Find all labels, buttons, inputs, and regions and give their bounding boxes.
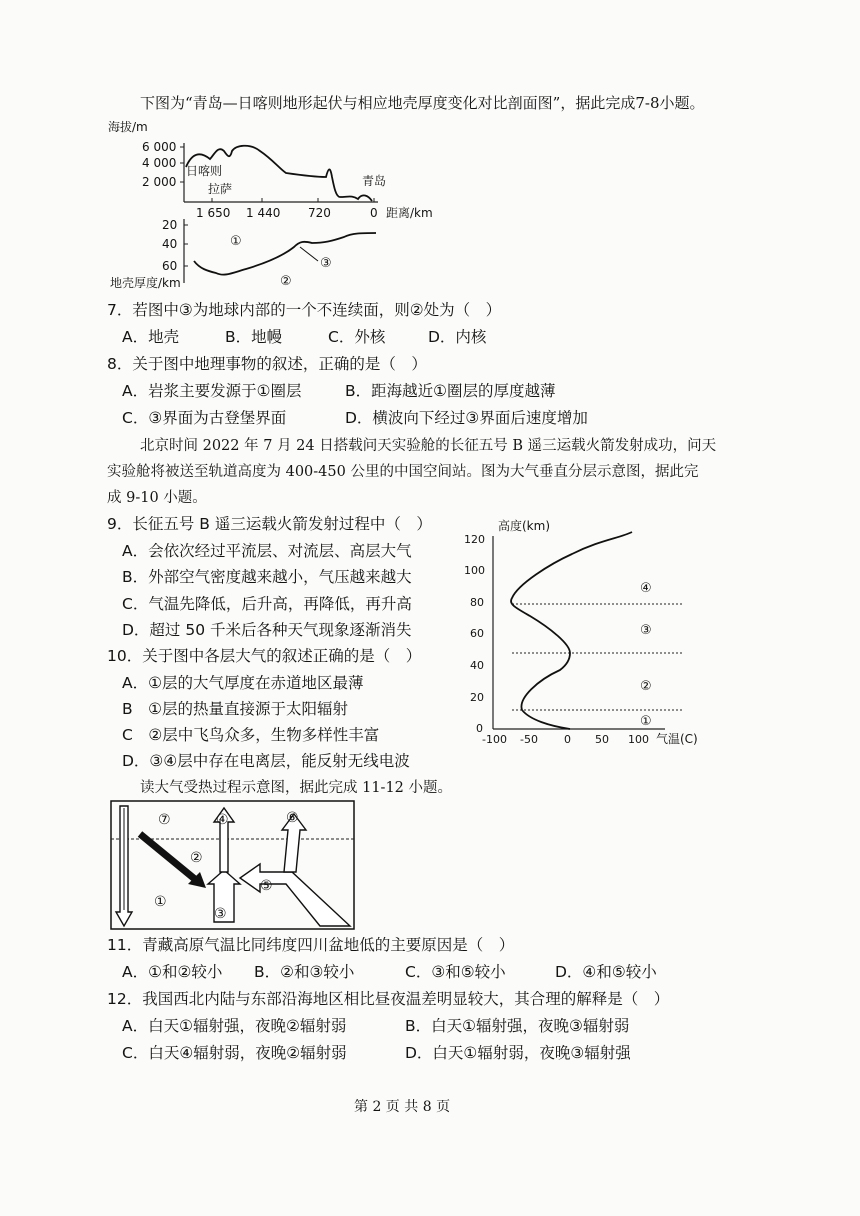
place-rikaze: 日喀则 xyxy=(186,164,223,178)
atmospheric-counter-radiation-arrow xyxy=(240,864,350,926)
q9-option-d[interactable]: D．超过 50 千米后各种天气现象逐渐消失 xyxy=(122,621,412,639)
distance-axis-title: 距离/km xyxy=(386,206,433,220)
heat-label-7: ⑦ xyxy=(158,812,171,828)
alt-tick-80: 80 xyxy=(470,596,484,609)
q9-option-a[interactable]: A．会依次经过平流层、对流层、高层大气 xyxy=(122,542,412,560)
heat-label-3: ③ xyxy=(214,906,227,922)
q12-option-d[interactable]: D．白天①辐射弱，夜晚③辐射强 xyxy=(405,1044,631,1062)
elev-tick-4000: 4 000 xyxy=(142,156,177,170)
q11-option-a[interactable]: A．①和②较小 xyxy=(122,963,223,981)
temperature-curve xyxy=(511,532,632,729)
layer-label-4: ④ xyxy=(640,581,652,596)
q12-option-b[interactable]: B．白天①辐射强，夜晚③辐射弱 xyxy=(405,1017,630,1035)
q11-option-b[interactable]: B．②和③较小 xyxy=(254,963,355,981)
q12-option-a[interactable]: A．白天①辐射强，夜晚②辐射弱 xyxy=(122,1017,347,1035)
q12-option-c[interactable]: C．白天④辐射弱，夜晚②辐射弱 xyxy=(122,1044,347,1062)
crust-thickness-line xyxy=(194,233,376,275)
q9-option-b[interactable]: B．外部空气密度越来越小，气压越来越大 xyxy=(122,568,412,586)
place-qingdao: 青岛 xyxy=(362,174,387,188)
intro-9-10-line-2: 实验舱将被送至轨道高度为 400-450 公里的中国空间站。图为大气垂直分层示意图，据此完 xyxy=(107,464,699,480)
q8-option-d[interactable]: D．横波向下经过③界面后速度增加 xyxy=(345,409,588,427)
crust-tick-40: 40 xyxy=(162,237,178,251)
altitude-axis-title: 高度(km) xyxy=(498,519,551,533)
heat-label-4: ④ xyxy=(216,812,229,828)
crust-tick-20: 20 xyxy=(162,218,178,232)
q9-option-c[interactable]: C．气温先降低，后升高，再降低，再升高 xyxy=(122,595,412,613)
question-10-stem: 10．关于图中各层大气的叙述正确的是（ ） xyxy=(107,647,422,665)
distance-tick-0: 0 xyxy=(370,206,378,220)
alt-tick-120: 120 xyxy=(464,533,485,546)
layer-label-3: ③ xyxy=(640,623,652,638)
distance-tick-720: 720 xyxy=(308,206,331,220)
q10-option-d[interactable]: D．③④层中存在电离层，能反射无线电波 xyxy=(122,752,410,770)
elev-tick-6000: 6 000 xyxy=(142,140,177,154)
question-11-stem: 11．青藏高原气温比同纬度四川盆地低的主要原因是（ ） xyxy=(107,936,515,954)
temp-tick-neg50: -50 xyxy=(520,733,538,746)
distance-tick-1440: 1 440 xyxy=(246,206,281,220)
alt-tick-100: 100 xyxy=(464,564,485,577)
heat-label-1: ① xyxy=(154,894,167,910)
crust-label-3: ③ xyxy=(320,256,332,271)
heat-label-2: ② xyxy=(190,850,203,866)
q10-option-c[interactable]: C ②层中飞鸟众多，生物多样性丰富 xyxy=(122,726,380,744)
alt-tick-0: 0 xyxy=(476,722,483,735)
crust-label-2: ② xyxy=(280,274,292,289)
q8-option-a[interactable]: A．岩浆主要发源于①圈层 xyxy=(122,382,302,400)
question-7-stem: 7．若图中③为地球内部的一个不连续面，则②处为（ ） xyxy=(107,301,502,319)
q7-option-a[interactable]: A．地壳 xyxy=(122,328,180,346)
temp-tick-100: 100 xyxy=(628,733,649,746)
heat-label-6: ⑥ xyxy=(286,810,299,826)
q11-option-c[interactable]: C．③和⑤较小 xyxy=(405,963,506,981)
q7-option-d[interactable]: D．内核 xyxy=(428,328,487,346)
q11-option-d[interactable]: D．④和⑤较小 xyxy=(555,963,657,981)
atmosphere-layers-figure xyxy=(460,512,720,752)
crust-axis-title: 地壳厚度/km xyxy=(110,276,181,290)
heat-label-5: ⑤ xyxy=(260,878,273,894)
temp-tick-0: 0 xyxy=(564,733,571,746)
elev-tick-2000: 2 000 xyxy=(142,175,177,189)
intro-questions-11-12: 读大气受热过程示意图，据此完成 11-12 小题。 xyxy=(140,780,453,796)
temp-tick-neg100: -100 xyxy=(482,733,507,746)
distance-tick-1650: 1 650 xyxy=(196,206,231,220)
elevation-axis-title: 海拔/m xyxy=(108,120,148,134)
intro-9-10-line-3: 成 9-10 小题。 xyxy=(107,490,207,506)
page-number-footer: 第 2 页 共 8 页 xyxy=(354,1099,451,1115)
layer-label-1: ① xyxy=(640,714,652,729)
intro-9-10-line-1: 北京时间 2022 年 7 月 24 日搭载问天实验舱的长征五号 B 遥三运载火箭发射成功，问天 xyxy=(140,438,717,454)
question-12-stem: 12．我国西北内陆与东部沿海地区相比昼夜温差明显较大，其合理的解释是（ ） xyxy=(107,990,670,1008)
temp-tick-50: 50 xyxy=(595,733,609,746)
q10-option-a[interactable]: A．①层的大气厚度在赤道地区最薄 xyxy=(122,674,364,692)
place-lasa: 拉萨 xyxy=(208,182,233,196)
temperature-axis-title: 气温(C) xyxy=(656,732,698,746)
q10-option-b[interactable]: B ①层的热量直接源于太阳辐射 xyxy=(122,700,349,718)
alt-tick-60: 60 xyxy=(470,627,484,640)
question-8-stem: 8．关于图中地理事物的叙述，正确的是（ ） xyxy=(107,355,427,373)
atmosphere-heating-figure xyxy=(110,800,355,930)
layer-label-2: ② xyxy=(640,679,652,694)
crust-label-1: ① xyxy=(230,234,242,249)
crust-tick-60: 60 xyxy=(162,259,178,273)
question-9-stem: 9．长征五号 B 遥三运载火箭发射过程中（ ） xyxy=(107,515,432,533)
intro-questions-7-8: 下图为“青岛—日喀则地形起伏与相应地壳厚度变化对比剖面图”，据此完成7-8小题。 xyxy=(140,94,705,112)
atmospheric-reflection-arrow xyxy=(140,834,196,880)
q7-option-c[interactable]: C．外核 xyxy=(328,328,386,346)
terrain-crust-profile-figure xyxy=(100,115,433,290)
q8-option-b[interactable]: B．距海越近①圈层的厚度越薄 xyxy=(345,382,556,400)
alt-tick-20: 20 xyxy=(470,691,484,704)
q8-option-c[interactable]: C．③界面为古登堡界面 xyxy=(122,409,287,427)
q7-option-b[interactable]: B．地幔 xyxy=(225,328,283,346)
alt-tick-40: 40 xyxy=(470,659,484,672)
